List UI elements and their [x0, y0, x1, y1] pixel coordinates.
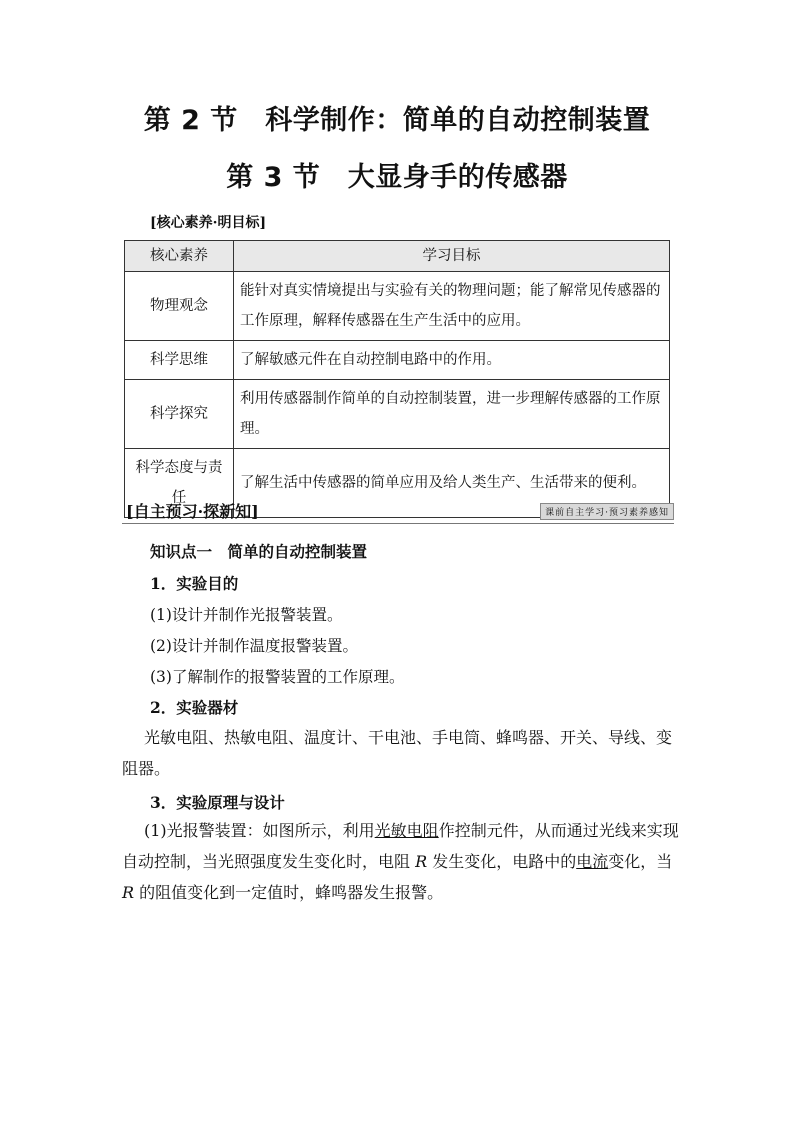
row-goal: 利用传感器制作简单的自动控制装置，进一步理解传感器的工作原理。 — [234, 380, 670, 449]
heading-principle-design: 3．实验原理与设计 — [150, 793, 285, 812]
core-literacy-tag: [核心素养·明目标] — [150, 215, 267, 231]
section-title: [自主预习·探新知] — [126, 502, 259, 521]
table-row — [125, 272, 670, 341]
row-category: 科学态度与责任 — [125, 449, 234, 518]
column-header-core-literacy: 核心素养 — [125, 241, 234, 272]
row-goal: 了解敏感元件在自动控制电路中的作用。 — [234, 341, 670, 380]
purpose-item-3: (3)了解制作的报警装置的工作原理。 — [150, 668, 405, 686]
row-category: 科学探究 — [125, 380, 234, 449]
principle-text-d: 变化，当 — [608, 852, 673, 871]
row-category: 物理观念 — [125, 272, 234, 341]
table-row — [125, 380, 670, 449]
knowledge-point-heading: 知识点一 简单的自动控制装置 — [150, 542, 368, 561]
purpose-item-2: (2)设计并制作温度报警装置。 — [150, 637, 358, 655]
purpose-item-1: (1)设计并制作光报警装置。 — [150, 606, 343, 624]
equipment-paragraph: 光敏电阻、热敏电阻、温度计、干电池、手电筒、蜂鸣器、开关、导线、变阻器。 — [122, 728, 673, 778]
row-goal: 了解生活中传感器的简单应用及给人类生产、生活带来的便利。 — [234, 449, 670, 518]
table-row — [125, 341, 670, 380]
principle-text-b: 作控制元件，从而通过光线来实现自动控制，当光照强度发生变化时，电阻 — [122, 821, 679, 871]
learning-goals-table — [124, 240, 670, 518]
row-category: 科学思维 — [125, 341, 234, 380]
variable-r: R — [122, 883, 135, 902]
principle-text-a: (1)光报警装置：如图所示，利用 — [144, 821, 375, 840]
page-title-section-3: 第 3 节 大显身手的传感器 — [226, 162, 568, 193]
principle-text-c: 发生变化，电路中的 — [427, 852, 577, 871]
highlight-current: 电流 — [576, 852, 609, 871]
page-title-section-2: 第 2 节 科学制作：简单的自动控制装置 — [143, 105, 651, 136]
variable-r: R — [415, 852, 428, 871]
column-header-learning-goal: 学习目标 — [234, 241, 670, 272]
row-goal: 能针对真实情境提出与实验有关的物理问题；能了解常见传感器的工作原理，解释传感器在生产生活中的应用。 — [234, 272, 670, 341]
table-header-row — [125, 241, 670, 272]
heading-experiment-purpose: 1．实验目的 — [150, 574, 239, 593]
principle-text-e: 的阻值变化到一定值时，蜂鸣器发生报警。 — [134, 883, 444, 902]
section-header-bar — [122, 497, 674, 524]
section-tag: 课前自主学习·预习素养感知 — [540, 503, 674, 520]
highlight-photoresistor: 光敏电阻 — [374, 821, 439, 840]
principle-paragraph — [122, 815, 682, 908]
heading-equipment: 2．实验器材 — [150, 698, 239, 717]
